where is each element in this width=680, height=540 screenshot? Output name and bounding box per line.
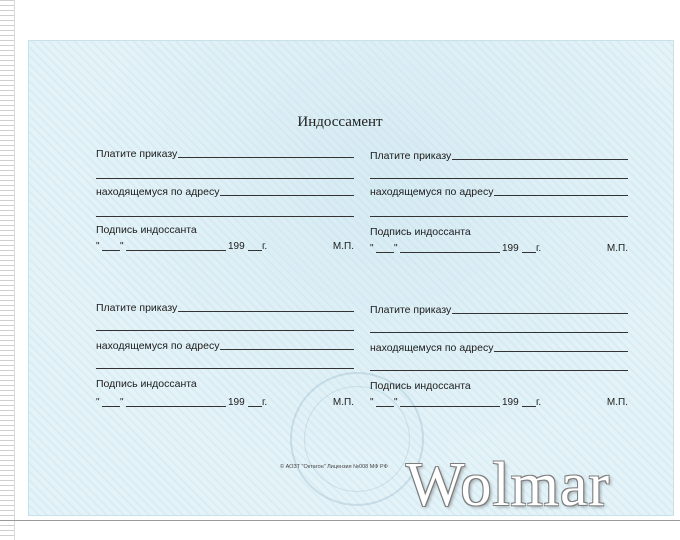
endorsement-block-bottom-right [370, 302, 628, 442]
address-label: находящемуся по адресу [370, 186, 494, 198]
pay-to-order-row [96, 146, 354, 160]
endorsement-block-bottom-left [96, 300, 354, 440]
date-open-quote: " [96, 397, 100, 408]
seal-place-label: М.П. [332, 241, 354, 252]
address-field[interactable] [220, 349, 354, 350]
pay-to-order-label: Платите приказу [370, 304, 452, 316]
year-prefix: 199 [502, 397, 519, 408]
day-field[interactable] [376, 252, 394, 253]
year-field[interactable] [248, 250, 262, 251]
month-field[interactable] [126, 250, 226, 251]
date-close-quote: " [394, 397, 398, 408]
endorsement-block-top-left [96, 146, 354, 286]
pay-to-order-field[interactable] [452, 159, 628, 160]
month-field[interactable] [400, 252, 500, 253]
signature-label: Подпись индоссанта [96, 378, 197, 390]
date-line [96, 396, 354, 410]
pay-to-order-label: Платите приказу [96, 148, 178, 160]
year-suffix: г. [262, 241, 268, 252]
seal-place-label: М.П. [332, 397, 354, 408]
blank-line[interactable] [370, 332, 628, 333]
pay-to-order-field[interactable] [452, 313, 628, 314]
blank-line[interactable] [370, 370, 628, 371]
pay-to-order-field[interactable] [178, 157, 354, 158]
year-suffix: г. [536, 243, 542, 254]
blank-line[interactable] [96, 178, 354, 179]
blank-line[interactable] [370, 216, 628, 217]
day-field[interactable] [102, 250, 120, 251]
date-close-quote: " [120, 397, 124, 408]
address-field[interactable] [494, 351, 628, 352]
date-close-quote: " [120, 241, 124, 252]
signature-row [370, 224, 628, 238]
month-field[interactable] [400, 406, 500, 407]
signature-row [96, 222, 354, 236]
year-suffix: г. [536, 397, 542, 408]
address-label: находящемуся по адресу [96, 186, 220, 198]
pay-to-order-label: Платите приказу [370, 150, 452, 162]
seal-place-label: М.П. [606, 397, 628, 408]
address-field[interactable] [220, 195, 354, 196]
year-field[interactable] [522, 252, 536, 253]
year-prefix: 199 [502, 243, 519, 254]
signature-label: Подпись индоссанта [96, 224, 197, 236]
scan-bottom-edge [0, 520, 680, 521]
date-line [370, 396, 628, 410]
address-field[interactable] [494, 195, 628, 196]
printer-license-footer: © АОЗТ "Октагон" Лицензия №008 МФ РФ [280, 464, 388, 470]
blank-line[interactable] [96, 330, 354, 331]
blank-line[interactable] [370, 178, 628, 179]
signature-row [370, 378, 628, 392]
pay-to-order-field[interactable] [178, 311, 354, 312]
signature-label: Подпись индоссанта [370, 380, 471, 392]
address-row [96, 184, 354, 198]
address-label: находящемуся по адресу [370, 342, 494, 354]
day-field[interactable] [376, 406, 394, 407]
signature-row [96, 376, 354, 390]
pay-to-order-label: Платите приказу [96, 302, 178, 314]
page-title: Индоссамент [297, 114, 383, 130]
day-field[interactable] [102, 406, 120, 407]
year-suffix: г. [262, 397, 268, 408]
date-open-quote: " [370, 243, 374, 254]
address-row [370, 340, 628, 354]
year-field[interactable] [248, 406, 262, 407]
endorsement-block-top-right [370, 148, 628, 288]
blank-line[interactable] [96, 368, 354, 369]
date-open-quote: " [370, 397, 374, 408]
seal-place-label: М.П. [606, 243, 628, 254]
signature-label: Подпись индоссанта [370, 226, 471, 238]
blank-line[interactable] [96, 216, 354, 217]
date-line [370, 242, 628, 256]
address-row [96, 338, 354, 352]
address-label: находящемуся по адресу [96, 340, 220, 352]
date-line [96, 240, 354, 254]
pay-to-order-row [370, 148, 628, 162]
year-field[interactable] [522, 406, 536, 407]
address-row [370, 184, 628, 198]
year-prefix: 199 [228, 397, 245, 408]
pay-to-order-row [370, 302, 628, 316]
pay-to-order-row [96, 300, 354, 314]
year-prefix: 199 [228, 241, 245, 252]
date-close-quote: " [394, 243, 398, 254]
date-open-quote: " [96, 241, 100, 252]
watermark-logo: Wolmar [406, 451, 611, 519]
month-field[interactable] [126, 406, 226, 407]
scan-ruler-edge [0, 0, 15, 540]
